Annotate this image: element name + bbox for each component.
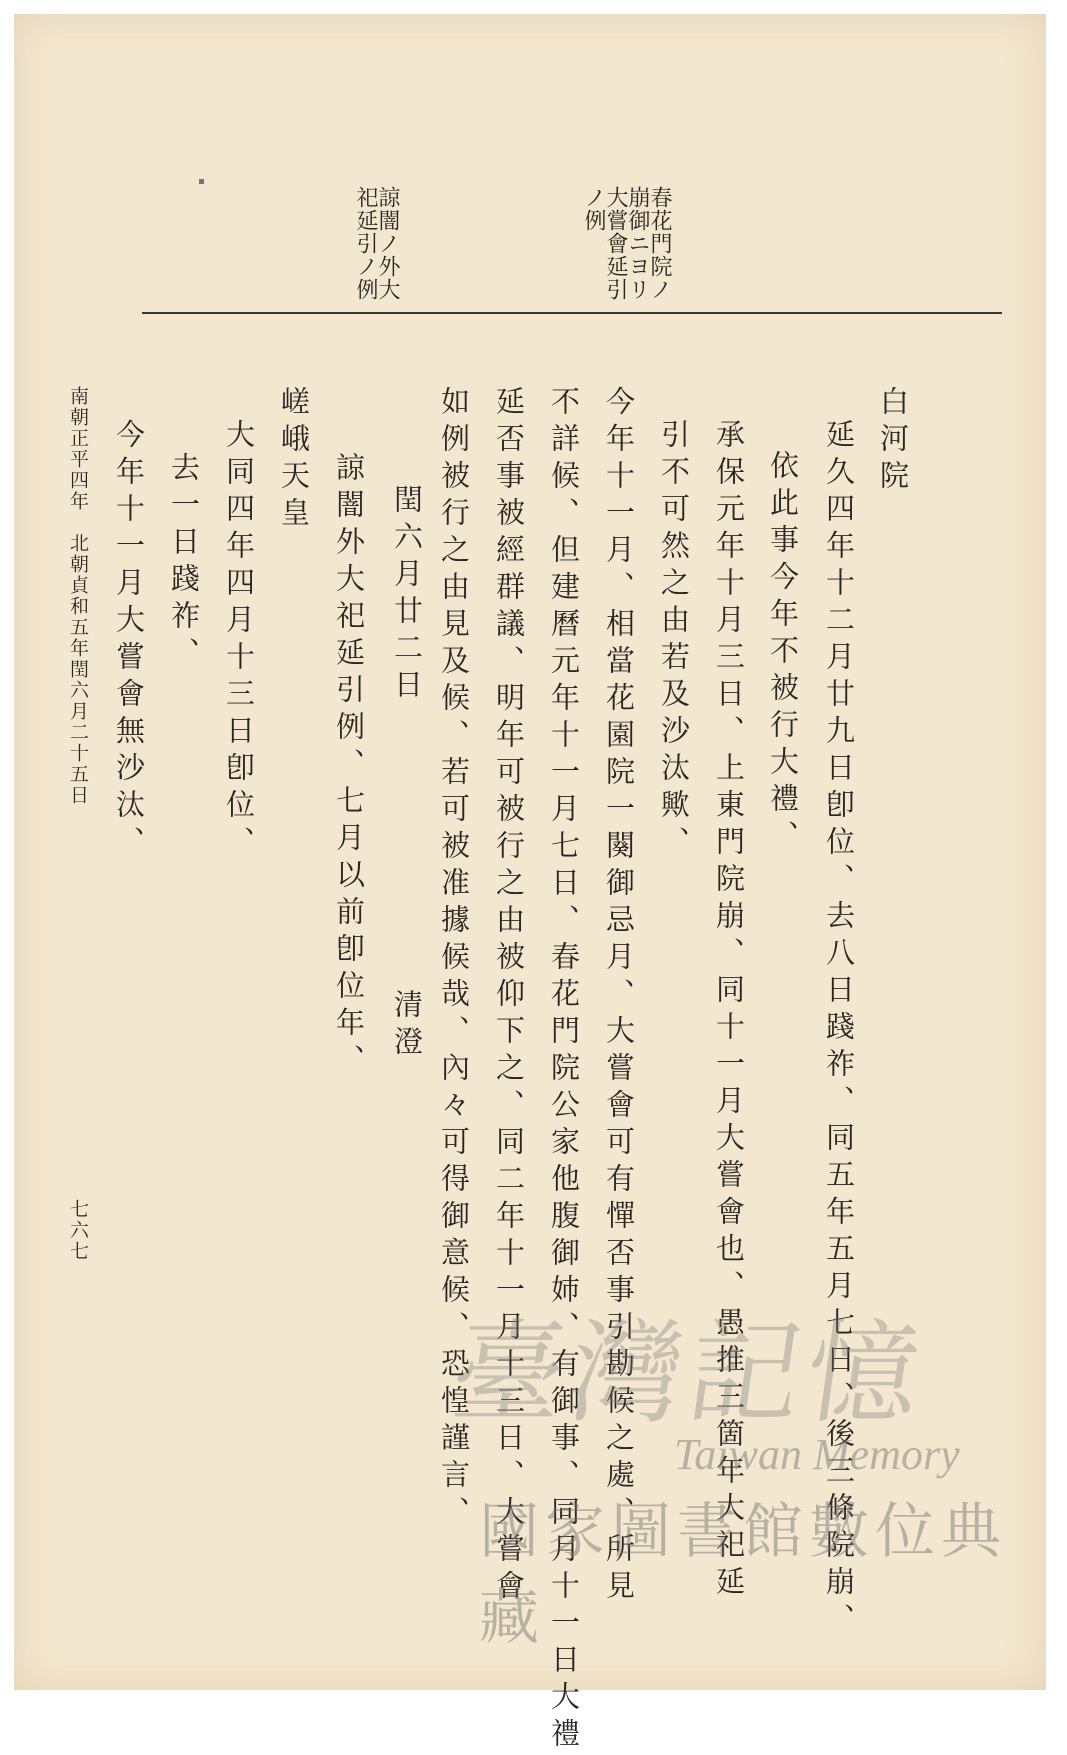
text-line: 諒闇外大祀延引例、七月以前卽位年、 — [332, 452, 366, 1081]
text-line: 引不可然之由若及沙汰歟、 — [657, 419, 691, 863]
ink-speck — [199, 179, 204, 184]
text-line: 白河院 — [876, 386, 910, 497]
date-line: 閏六月廿二日 — [390, 484, 424, 706]
watermark-chinese: 國家圖書館數位典藏 — [479, 1497, 1007, 1653]
text-line: 大同四年四月十三日卽位、 — [222, 419, 256, 863]
watermark-logo: 臺灣記憶 — [443, 1309, 934, 1439]
document-page — [14, 14, 1046, 1755]
text-line: 依此事今年不被行大禮、 — [766, 450, 800, 857]
text-line: 不詳候、但建曆元年十一月七日、春花門院公家他腹御姉、有御事、同月十一日大禮 — [547, 386, 581, 1755]
footer-date: 南朝正平四年 北朝貞和五年閏六月二十五日 — [67, 386, 89, 806]
text-line: 延否事被經群議、明年可被行之由被仰下之、同二年十一月十三日、大嘗會 — [492, 386, 526, 1607]
text-line: 今年十一月、相當花園院一闋御忌月、大嘗會可有憚否事引勘候之處、所見 — [602, 386, 636, 1607]
text-line: 如例被行之由見及候、若可被准據候哉、內々可得御意候、恐惶謹言、 — [437, 386, 471, 1533]
headnote-2: 諒闇ノ外大祀延引ノ例 — [353, 186, 400, 301]
text-line: 今年十一月大嘗會無沙汰、 — [112, 419, 146, 863]
text-line: 嵯峨天皇 — [277, 386, 311, 534]
text-line: 去一日踐祚、 — [167, 452, 201, 674]
text-line: 承保元年十月三日、上東門院崩、同十一月大嘗會也、愚推三箇年大祀延 — [712, 419, 746, 1603]
horizontal-rule — [142, 312, 1002, 314]
signature: 清澄 — [390, 989, 424, 1063]
watermark-english: Taiwan Memory — [674, 1430, 960, 1479]
headnote-1: 春花門院ノ崩御ニヨリ大嘗會延引ノ例 — [581, 186, 672, 301]
page-number: 七六七 — [67, 1199, 89, 1262]
text-line: 延久四年十二月廿九日卽位、去八日踐祚、同五年五月七日、後三條院崩、 — [822, 419, 856, 1640]
